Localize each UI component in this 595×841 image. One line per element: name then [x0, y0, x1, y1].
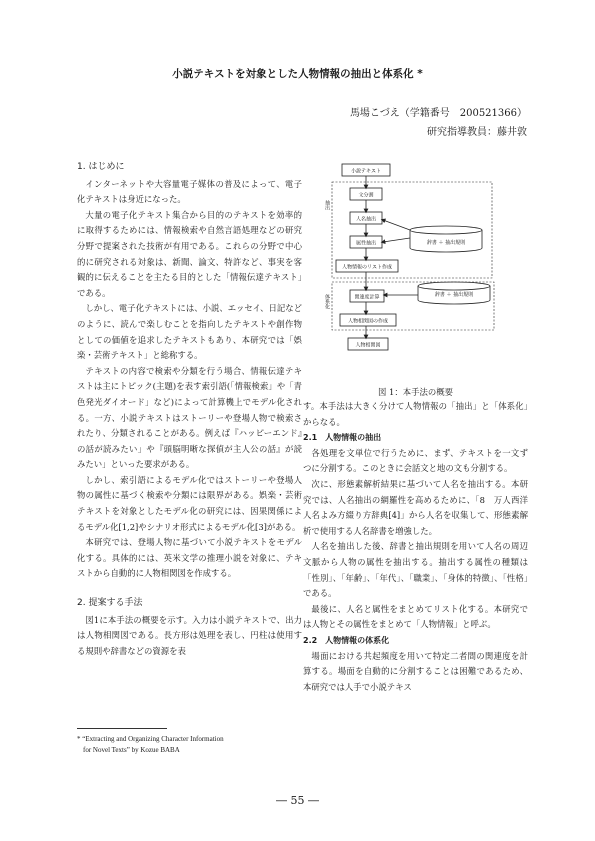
paragraph: 大量の電子化テキスト集合から目的のテキストを効率的に取得するためには、情報検索や自然言語処理などの研究分野で提案された技術が有用である。これらの分野で中心的に研究される対象は、新聞、論文、特許など、事実を客観的に伝えることを主たる目的とした「情報伝達テキスト」である。	[77, 209, 302, 298]
author-line: 馬場こづえ（学籍番号 200521366）	[349, 108, 527, 119]
label-input: 小説テキスト	[351, 168, 381, 175]
section-2-1-heading: 2.1 人物情報の抽出	[303, 433, 382, 443]
group-label-system: 体系化	[324, 294, 330, 309]
resource-cylinder-2-top	[418, 282, 490, 290]
resource-cylinder-1-top	[410, 226, 482, 234]
paragraph: 図1に本手法の概要を示す。入力は小説テキストで、出力は人物相関図である。長方形は処理を表し、円柱は使用する規則や辞書などの資源を表	[77, 614, 302, 656]
method-overview-figure	[324, 160, 530, 380]
paragraph: 人名を抽出した後、辞書と抽出規則を用いて人名の周辺文脈から人物の属性を抽出する。抽出する属性の種類は「性別」、「年齢」、「年代」、「職業」、「身体的特徴」、「性格」である。	[303, 541, 528, 599]
label-list: 人物情報のリスト作成	[342, 264, 392, 271]
paragraph: インターネットや大容量電子媒体の普及によって、電子化テキストは身近になった。	[77, 178, 302, 205]
label-attr: 属性抽出	[355, 240, 377, 247]
footnote	[77, 734, 302, 756]
label-resource-1: 辞書 ＋ 抽出規則	[426, 240, 466, 246]
footnote-line: * “Extracting and Organizing Character Information	[77, 735, 224, 743]
paragraph: す。本手法は大きく分けて人物情報の「抽出」と「体系化」からなる。	[303, 401, 528, 427]
advisor-line: 研究指導教員：藤井敦	[427, 127, 527, 138]
label-split: 文分割	[358, 192, 374, 199]
label-output: 人物相関図	[355, 342, 381, 349]
paragraph: 最後に、人名と属性をまとめてリスト化する。本研究では人物とその属性をまとめて「人物情報」と呼ぶ。	[303, 603, 528, 630]
label-name: 人名抽出	[355, 216, 377, 223]
paragraph: 場面における共起頻度を用いて特定二者間の関連度を計算する。場面を自動的に分割することは困難であるため、本研究では人手で小説テキス	[303, 650, 528, 692]
left-column	[77, 160, 302, 659]
paper-title: 小説テキストを対象とした人物情報の抽出と体系化 *	[172, 68, 423, 80]
right-column	[303, 399, 528, 695]
paragraph: 次に、形態素解析結果に基づいて人名を抽出する。本研究では、人名抽出の網羅性を高めるために、「8 万人西洋人名よみ方綴り方辞典[4]」から人名を収集して、形態素解析で使用する人名辞書を増強した。	[303, 478, 528, 536]
footnote-rule	[77, 728, 167, 729]
section-2-2-heading: 2.2 人物情報の体系化	[303, 635, 390, 645]
figure-caption: 図 1：本手法の概要	[378, 387, 453, 397]
section-2-heading: 2. 提案する手法	[77, 598, 143, 609]
paragraph: 各処理を文単位で行うために、まず、テキストを一文ずつに分割する。このときに会話文と地の文も分割する。	[303, 447, 528, 474]
section-1-heading: 1. はじめに	[77, 162, 125, 172]
label-graph: 人物相関図の作成	[347, 318, 389, 325]
group-label-extract: 抽出	[324, 200, 330, 210]
paragraph: しかし、索引語によるモデル化ではストーリーや登場人物の属性に基づく検索や分類には限界がある。娯楽・芸術テキストを対象としたモデル化の研究には、因果関係によるモデル化[1,2]やシナリオ形式によるモデル化[3]がある。	[77, 474, 302, 532]
paragraph: テキストの内容で検索や分類を行う場合、情報伝達テキストは主にトピック(主題)を表す索引語(「情報検索」や「青色発光ダイオード」など)によって計算機上でモデル化される。一方、小説テキストはストーリーや登場人物で検索されたり、分類されることがある。例えば『ハッピーエンド』の話が読みたい」や『頭脳明晰な探偵が主人公の話』が読みたい」といった要求がある。	[77, 365, 302, 470]
paragraph: しかし、電子化テキストには、小説、エッセイ、日記などのように、読んで楽しむことを指向したテキストや創作物としての価値を追求したテキストもあり、本研究では「娯楽・芸術テキスト」と総称する。	[77, 303, 302, 361]
paragraph: 本研究では、登場人物に基づいて小説テキストをモデル化する。具体的には、英米文学の推理小説を対象に、テキストから自動的に人物相関図を作成する。	[77, 537, 302, 579]
page-number: ― 55 ―	[276, 794, 319, 807]
label-resource-2: 辞書 ＋ 抽出規則	[434, 292, 474, 298]
footnote-line: for Novel Texts” by Kozue BABA	[83, 746, 180, 754]
label-rel: 関連度計算	[354, 294, 380, 301]
